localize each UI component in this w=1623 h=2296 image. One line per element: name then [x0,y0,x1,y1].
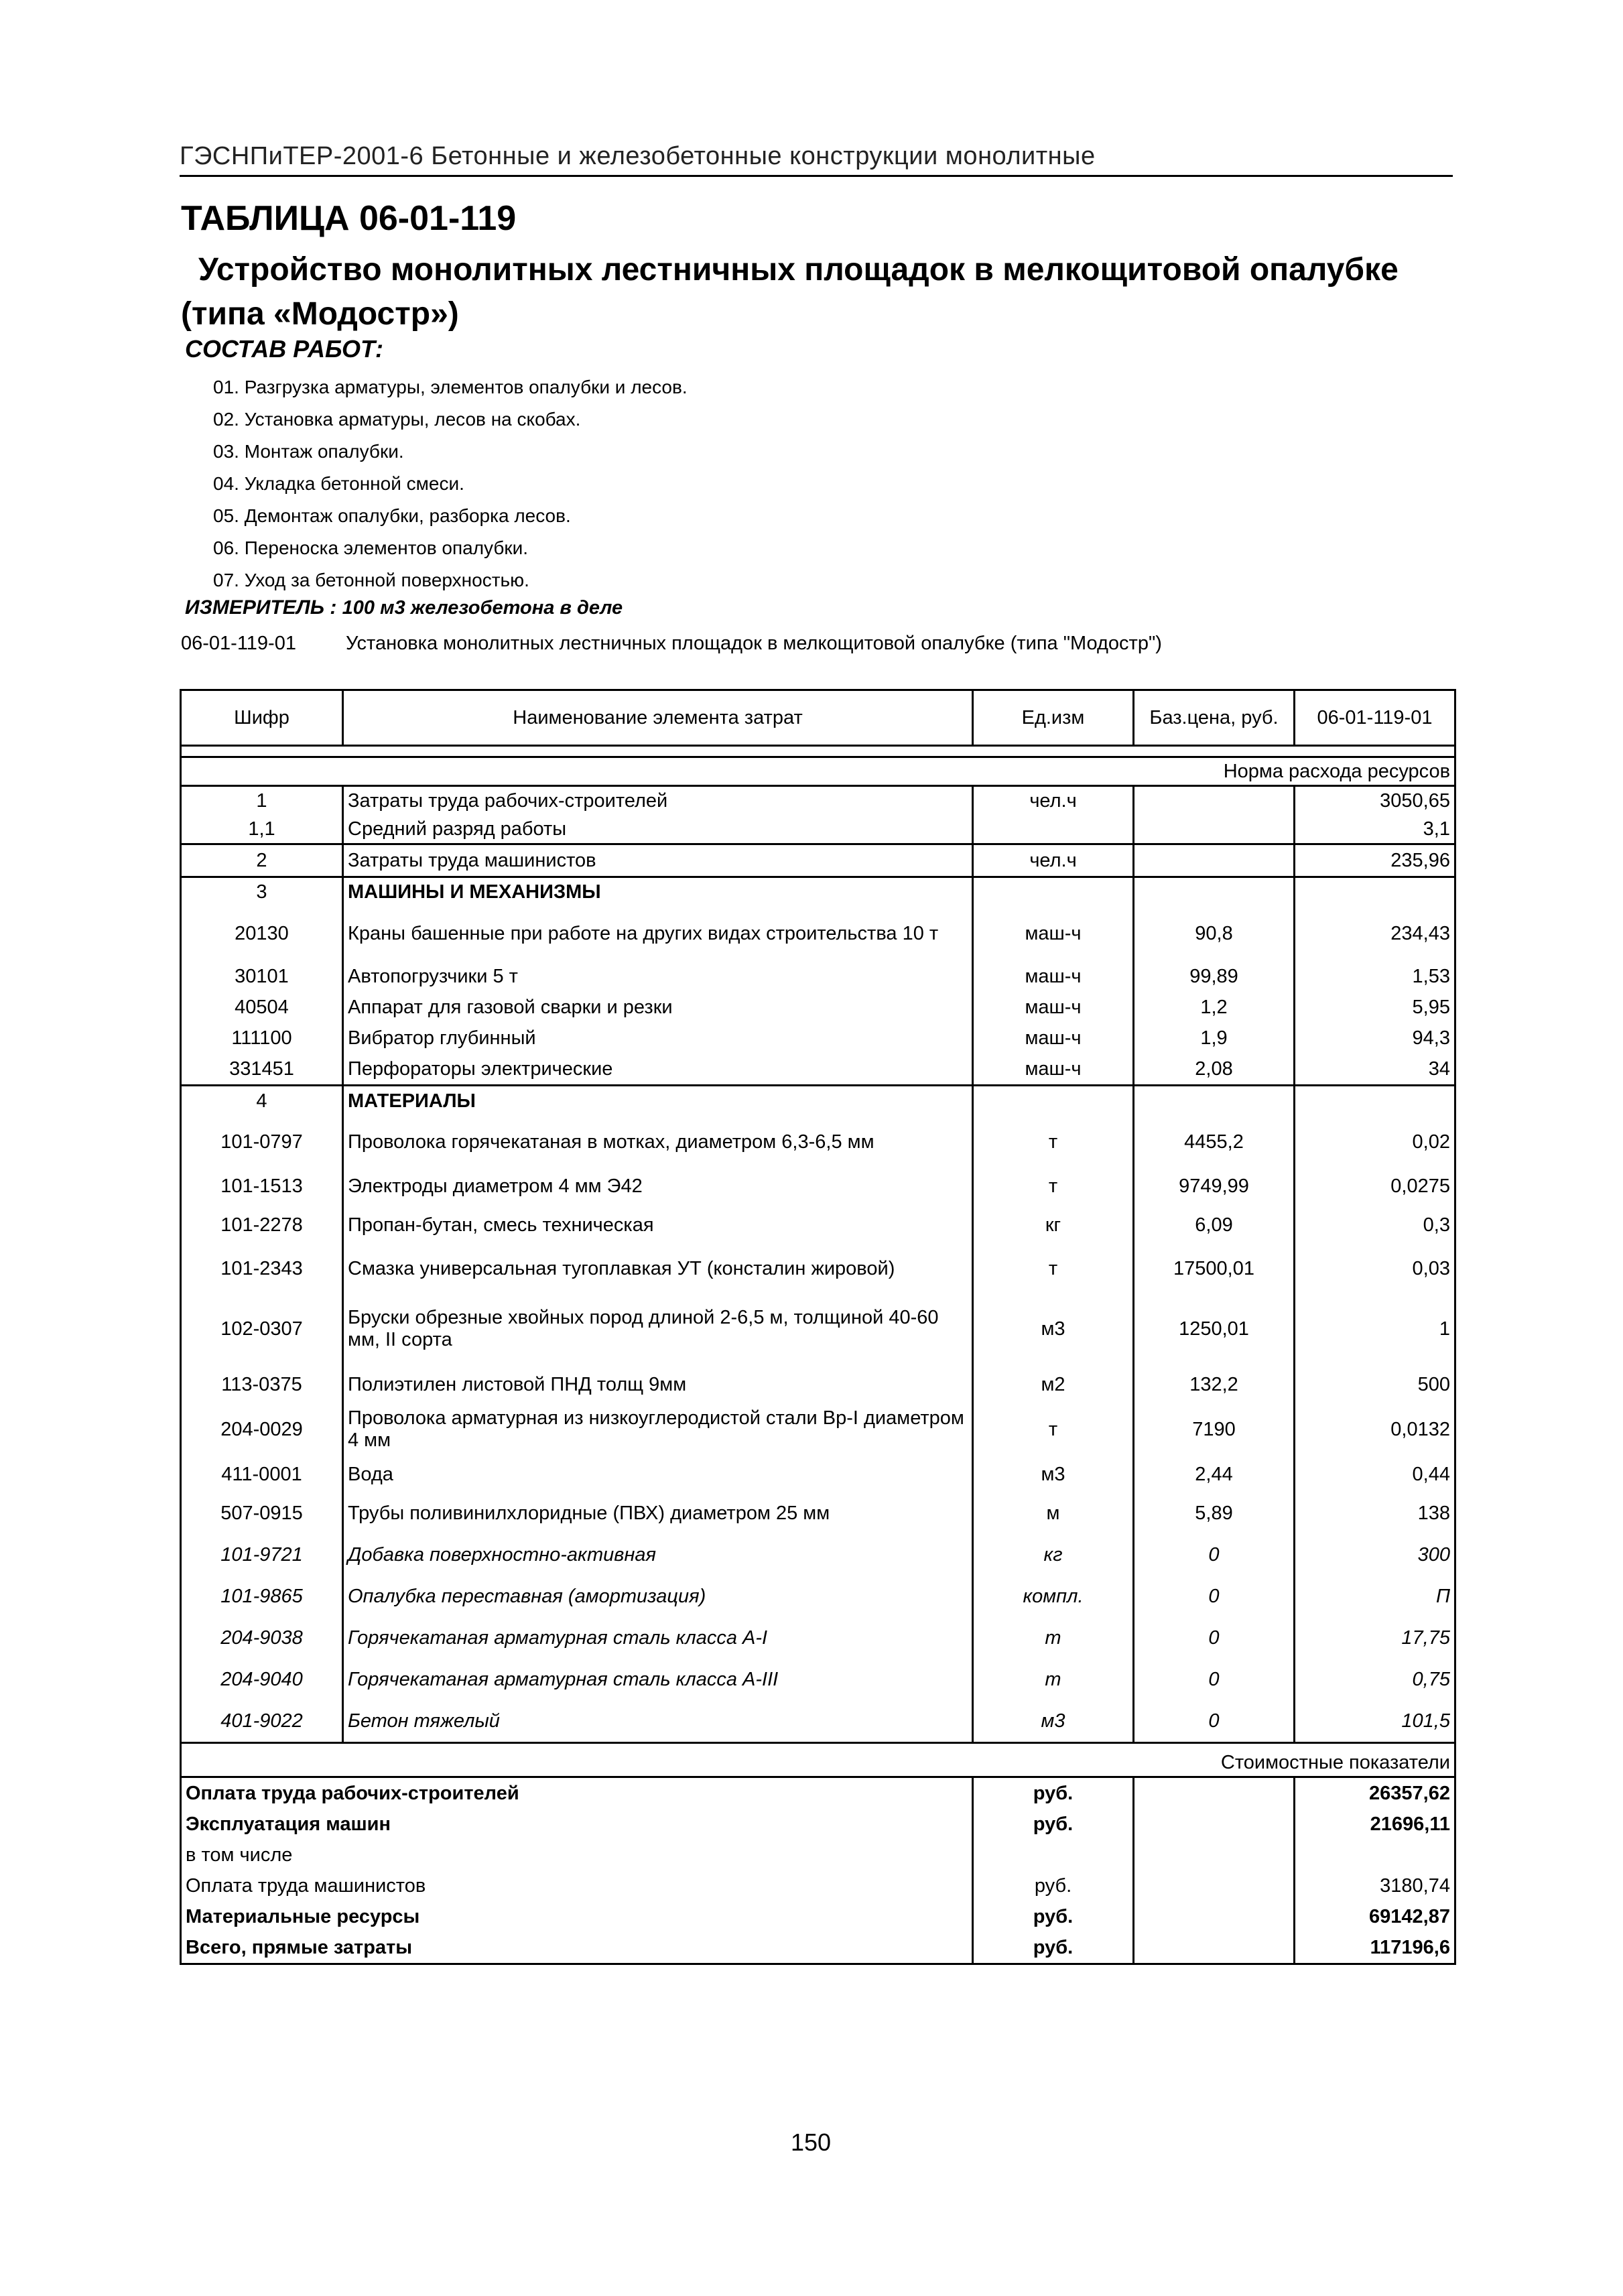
summary-row [181,1809,1455,1840]
norma-row [181,757,1455,786]
row-value: П [1295,1576,1455,1617]
summary-unit: руб. [973,1809,1134,1840]
summary-unit: руб. [973,1901,1134,1932]
row-name: Добавка поверхностно-активная [343,1534,973,1576]
table-row [181,877,1455,907]
summary-value [1295,1840,1455,1870]
summary-row [181,1777,1455,1809]
table-row [181,1456,1455,1492]
row-code: 101-9721 [181,1534,343,1576]
title-line-1: Устройство монолитных лестничных площадок в мелкощитовой опалубке [198,252,1399,288]
summary-value: 26357,62 [1295,1777,1455,1809]
table-row [181,1291,1455,1366]
row-unit: маш-ч [973,961,1134,992]
table-header-row [181,690,1455,746]
work-item: 07. Уход за бетонной поверхностью. [213,570,529,590]
table-row [181,1168,1455,1204]
subtable-caption [181,633,1162,655]
row-code: 101-9865 [181,1576,343,1617]
row-unit: маш-ч [973,1023,1134,1054]
row-unit: м3 [973,1700,1134,1743]
table-row [181,1576,1455,1617]
row-price: 1250,01 [1134,1291,1295,1366]
work-item: 02. Установка арматуры, лесов на скобах. [213,409,581,430]
subtable-desc: Установка монолитных лестничных площадок в мелкощитовой опалубке (типа "Модостр") [346,633,1162,654]
row-code: 102-0307 [181,1291,343,1366]
table-row [181,786,1455,816]
work-item: 01. Разгрузка арматуры, элементов опалубки и лесов. [213,377,688,397]
row-unit [973,1086,1134,1117]
row-unit: т [973,1246,1134,1291]
table-title [181,248,1454,336]
row-code: 30101 [181,961,343,992]
row-price: 90,8 [1134,906,1295,961]
row-value [1295,877,1455,907]
summary-blank [1134,1809,1295,1840]
table-row [181,815,1455,844]
work-item: 05. Демонтаж опалубки, разборка лесов. [213,505,571,526]
row-unit: маш-ч [973,1054,1134,1086]
row-name: Смазка универсальная тугоплавкая УТ (консталин жировой) [343,1246,973,1291]
row-unit: кг [973,1204,1134,1246]
row-price: 0 [1134,1534,1295,1576]
row-price: 2,08 [1134,1054,1295,1086]
row-code: 3 [181,877,343,907]
row-value: 0,3 [1295,1204,1455,1246]
row-code: 20130 [181,906,343,961]
row-unit: м [973,1492,1134,1534]
summary-unit: руб. [973,1932,1134,1964]
summary-blank [1134,1901,1295,1932]
row-code: 101-2343 [181,1246,343,1291]
row-price: 132,2 [1134,1366,1295,1403]
row-price: 0 [1134,1576,1295,1617]
header-cell: Наименование элемента затрат [343,690,973,746]
row-price [1134,1086,1295,1117]
row-name: Проволока горячекатаная в мотках, диаметром 6,3-6,5 мм [343,1116,973,1168]
work-item: 03. Монтаж опалубки. [213,441,404,462]
row-name: Трубы поливинилхлоридные (ПВХ) диаметром 25 мм [343,1492,973,1534]
row-code: 401-9022 [181,1700,343,1743]
row-value: 500 [1295,1366,1455,1403]
header-cell: Шифр [181,690,343,746]
izmeritel [185,596,623,619]
row-name: Затраты труда рабочих-строителей [343,786,973,816]
row-unit: т [973,1403,1134,1456]
row-price [1134,786,1295,816]
header-cell: Баз.цена, руб. [1134,690,1295,746]
table-row [181,906,1455,961]
row-unit: чел.ч [973,786,1134,816]
row-unit: м3 [973,1456,1134,1492]
table-row [181,1023,1455,1054]
row-price: 1,9 [1134,1023,1295,1054]
row-name: Аппарат для газовой сварки и резки [343,992,973,1023]
row-unit: т [973,1659,1134,1700]
row-unit: чел.ч [973,844,1134,877]
summary-value: 69142,87 [1295,1901,1455,1932]
summary-value: 3180,74 [1295,1870,1455,1901]
row-price: 99,89 [1134,961,1295,992]
row-code: 1,1 [181,815,343,844]
row-name: Электроды диаметром 4 мм Э42 [343,1168,973,1204]
row-code: 4 [181,1086,343,1117]
row-value: 5,95 [1295,992,1455,1023]
work-item: 06. Переноска элементов опалубки. [213,537,529,558]
summary-row [181,1932,1455,1964]
summary-name: Материальные ресурсы [181,1901,973,1932]
row-unit: маш-ч [973,992,1134,1023]
table-row [181,1054,1455,1086]
subtable-code: 06-01-119-01 [181,633,296,654]
izmeritel-label: ИЗМЕРИТЕЛЬ : [185,596,337,619]
row-value: 17,75 [1295,1617,1455,1659]
sostav-heading: СОСТАВ РАБОТ: [185,335,383,363]
summary-value: 21696,11 [1295,1809,1455,1840]
row-unit [973,815,1134,844]
row-price: 7190 [1134,1403,1295,1456]
row-value: 138 [1295,1492,1455,1534]
row-value: 0,02 [1295,1116,1455,1168]
row-name: Горячекатаная арматурная сталь класса А-III [343,1659,973,1700]
norma-label: Норма расхода ресурсов [181,757,1455,786]
summary-unit [973,1840,1134,1870]
row-name: Пропан-бутан, смесь техническая [343,1204,973,1246]
row-code: 1 [181,786,343,816]
row-unit [973,877,1134,907]
row-value: 0,75 [1295,1659,1455,1700]
row-name: Перфораторы электрические [343,1054,973,1086]
row-value: 0,44 [1295,1456,1455,1492]
row-unit: м3 [973,1291,1134,1366]
row-code: 40504 [181,992,343,1023]
table-row [181,1492,1455,1534]
row-price: 4455,2 [1134,1116,1295,1168]
header-cell: 06-01-119-01 [1295,690,1455,746]
row-name: Проволока арматурная из низкоуглеродистой стали Вр-I диаметром 4 мм [343,1403,973,1456]
summary-blank [1134,1932,1295,1964]
running-header: ГЭСНПиТЕР-2001-6 Бетонные и железобетонные конструкции монолитные [180,142,1453,177]
row-code: 204-9038 [181,1617,343,1659]
resource-table [180,689,1456,1965]
row-code: 101-0797 [181,1116,343,1168]
row-price: 0 [1134,1659,1295,1700]
row-name: МАТЕРИАЛЫ [343,1086,973,1117]
row-name: Бруски обрезные хвойных пород длиной 2-6,5 м, толщиной 40-60 мм, II сорта [343,1291,973,1366]
table-row [181,992,1455,1023]
row-unit: м2 [973,1366,1134,1403]
row-code: 2 [181,844,343,877]
row-price [1134,844,1295,877]
row-name: МАШИНЫ И МЕХАНИЗМЫ [343,877,973,907]
summary-blank [1134,1777,1295,1809]
table-row [181,1617,1455,1659]
table-row [181,1659,1455,1700]
row-price [1134,877,1295,907]
summary-name: Всего, прямые затраты [181,1932,973,1964]
row-value: 0,0275 [1295,1168,1455,1204]
row-code: 204-0029 [181,1403,343,1456]
row-value [1295,1086,1455,1117]
row-name: Горячекатаная арматурная сталь класса А-I [343,1617,973,1659]
summary-unit: руб. [973,1870,1134,1901]
row-unit: т [973,1116,1134,1168]
row-code: 204-9040 [181,1659,343,1700]
row-price: 17500,01 [1134,1246,1295,1291]
works-list [213,371,688,596]
row-value: 1 [1295,1291,1455,1366]
row-code: 411-0001 [181,1456,343,1492]
table-row [181,1204,1455,1246]
summary-name: в том числе [181,1840,973,1870]
row-value: 0,03 [1295,1246,1455,1291]
summary-blank [1134,1840,1295,1870]
table-code: ТАБЛИЦА 06-01-119 [181,199,517,238]
table-row [181,1116,1455,1168]
work-item: 04. Укладка бетонной смеси. [213,473,464,494]
row-name: Затраты труда машинистов [343,844,973,877]
row-unit: маш-ч [973,906,1134,961]
row-value: 1,53 [1295,961,1455,992]
table-row [181,1086,1455,1117]
row-value: 3,1 [1295,815,1455,844]
cost-label: Стоимостные показатели [181,1749,1455,1777]
row-value: 235,96 [1295,844,1455,877]
table-row [181,1700,1455,1743]
row-value: 300 [1295,1534,1455,1576]
header-cell: Ед.изм [973,690,1134,746]
summary-name: Оплата труда машинистов [181,1870,973,1901]
row-price: 5,89 [1134,1492,1295,1534]
row-value: 94,3 [1295,1023,1455,1054]
row-code: 507-0915 [181,1492,343,1534]
row-price: 1,2 [1134,992,1295,1023]
row-name: Вибратор глубинный [343,1023,973,1054]
row-name: Бетон тяжелый [343,1700,973,1743]
row-code: 111100 [181,1023,343,1054]
row-price [1134,815,1295,844]
row-code: 331451 [181,1054,343,1086]
table-row [181,1246,1455,1291]
summary-unit: руб. [973,1777,1134,1809]
row-name: Полиэтилен листовой ПНД толщ 9мм [343,1366,973,1403]
row-price: 6,09 [1134,1204,1295,1246]
summary-name: Эксплуатация машин [181,1809,973,1840]
table-row [181,961,1455,992]
table-row [181,1403,1455,1456]
row-value: 101,5 [1295,1700,1455,1743]
row-value: 34 [1295,1054,1455,1086]
row-unit: компл. [973,1576,1134,1617]
row-price: 9749,99 [1134,1168,1295,1204]
summary-blank [1134,1870,1295,1901]
row-price: 0 [1134,1700,1295,1743]
row-price: 0 [1134,1617,1295,1659]
row-name: Краны башенные при работе на других видах строительства 10 т [343,906,973,961]
cost-row [181,1749,1455,1777]
izmeritel-value: 100 м3 железобетона в деле [342,597,623,619]
row-value: 0,0132 [1295,1403,1455,1456]
summary-row [181,1901,1455,1932]
row-value: 3050,65 [1295,786,1455,816]
row-unit: т [973,1168,1134,1204]
row-name: Опалубка переставная (амортизация) [343,1576,973,1617]
table-row [181,1366,1455,1403]
row-name: Автопогрузчики 5 т [343,961,973,992]
summary-row [181,1840,1455,1870]
title-line-2: (типа «Модостр») [181,296,459,332]
table-row [181,844,1455,877]
summary-value: 117196,6 [1295,1932,1455,1964]
row-value: 234,43 [1295,906,1455,961]
row-name: Вода [343,1456,973,1492]
row-name: Средний разряд работы [343,815,973,844]
row-code: 101-2278 [181,1204,343,1246]
row-unit: т [973,1617,1134,1659]
page-number: 150 [791,2128,832,2156]
row-unit: кг [973,1534,1134,1576]
row-price: 2,44 [1134,1456,1295,1492]
summary-row [181,1870,1455,1901]
summary-name: Оплата труда рабочих-строителей [181,1777,973,1809]
row-code: 113-0375 [181,1366,343,1403]
row-code: 101-1513 [181,1168,343,1204]
table-row [181,1534,1455,1576]
